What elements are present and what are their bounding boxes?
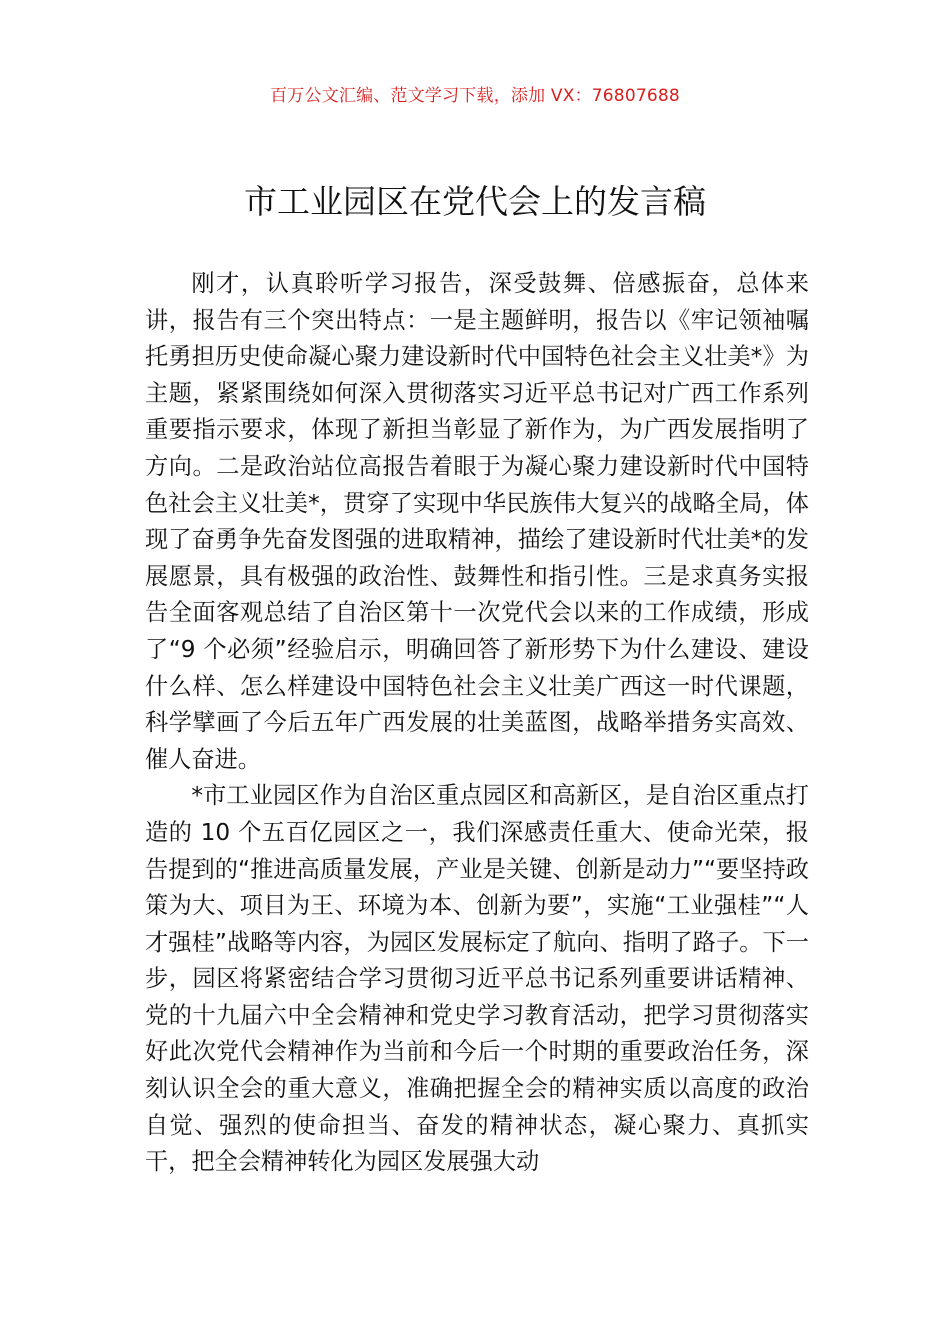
promo-header: 百万公文汇编、范文学习下载，添加 VX：76807688 <box>270 86 680 106</box>
paragraph-2: *市工业园区作为自治区重点园区和高新区，是自治区重点打造的 10 个五百亿园区之一，我们深感责任重大、使命光荣，报告提到的“推进高质量发展，产业是关键、创新是动力”“要坚持政策为大、项目为王、环境为本、创新为要”，实施“工业强桂”“人才强桂”战略等内容，为园区发展标定了航向、指明了路子。下一步，园区将紧密结合学习贯彻习近平总书记系列重要讲话精神、党的十九届六中全会精神和党史学习教育活动，把学习贯彻落实好此次党代会精神作为当前和今后一个时期的重要政治任务，深刻认识全会的重大意义，准确把握全会的精神实质以高度的政治自觉、强烈的使命担当、奋发的精神状态，凝心聚力、真抓实干，把全会精神转化为园区发展强大动 <box>145 782 809 1176</box>
paragraph-1: 刚才，认真聆听学习报告，深受鼓舞、倍感振奋，总体来讲，报告有三个突出特点：一是主题鲜明，报告以《牢记领袖嘱托勇担历史使命凝心聚力建设新时代中国特色社会主义壮美*》为主题，紧紧围绕如何深入贯彻落实习近平总书记对广西工作系列重要指示要求，体现了新担当彰显了新作为，为广西发展指明了方向。二是政治站位高报告着眼于为凝心聚力建设新时代中国特色社会主义壮美*，贯穿了实现中华民族伟大复兴的战略全局，体现了奋勇争先奋发图强的进取精神，描绘了建设新时代壮美*的发展愿景，具有极强的政治性、鼓舞性和指引性。三是求真务实报告全面客观总结了自治区第十一次党代会以来的工作成绩，形成了“9 个必须”经验启示，明确回答了新形势下为什么建设、建设什么样、怎么样建设中国特色社会主义壮美广西这一时代课题，科学擘画了今后五年广西发展的壮美蓝图，战略举措务实高效、催人奋进。 <box>145 270 809 773</box>
document-body <box>145 266 809 1181</box>
page-title: 市工业园区在党代会上的发言稿 <box>244 182 706 221</box>
